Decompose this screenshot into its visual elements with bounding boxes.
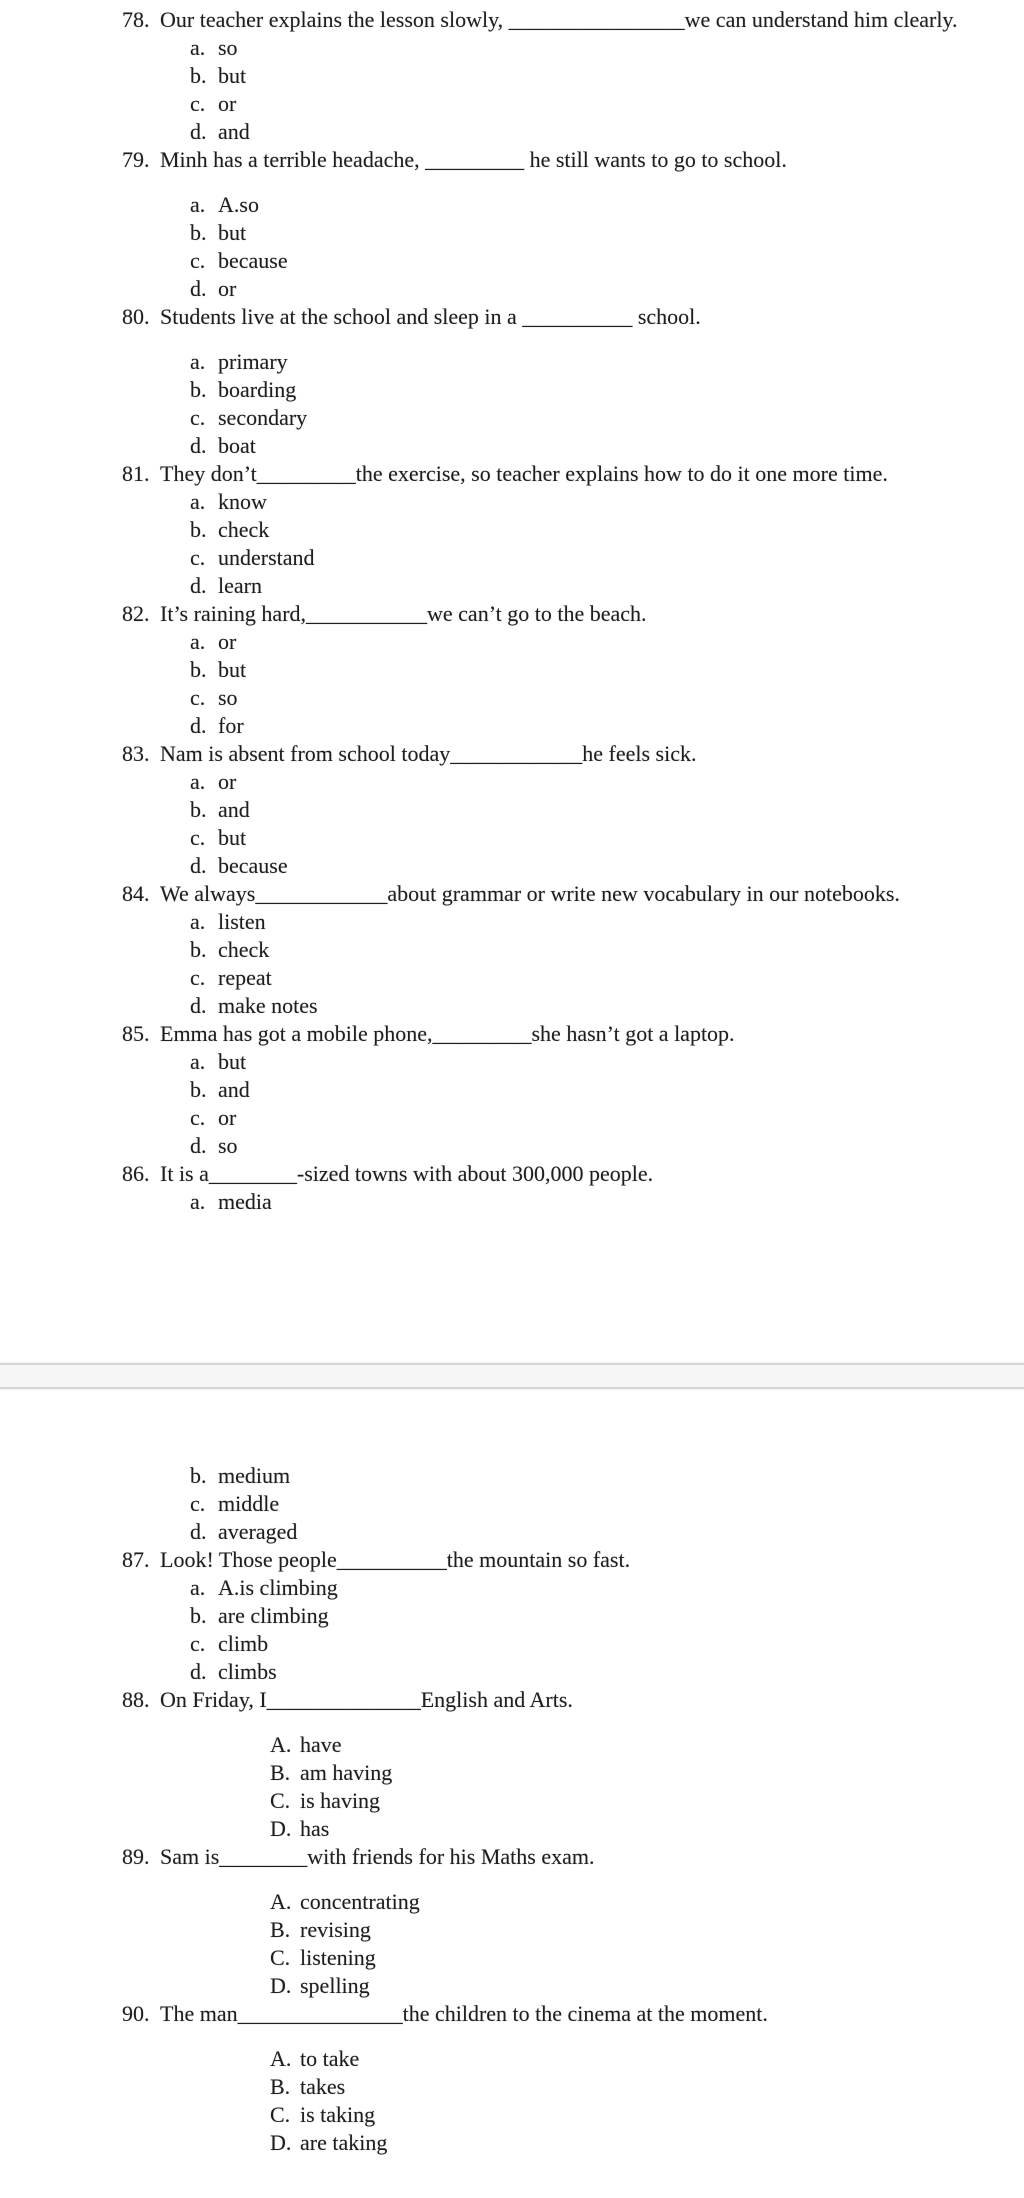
question-text: Students live at the school and sleep in a __________ school. — [160, 304, 701, 329]
option-text: is having — [300, 1788, 381, 1813]
option-line — [0, 219, 1024, 247]
option-letter: c. — [190, 1631, 206, 1656]
option-text: takes — [300, 2074, 346, 2099]
option-line — [0, 1602, 1024, 1630]
question-line — [0, 146, 1024, 174]
option-text: to take — [300, 2046, 360, 2071]
option-text: learn — [218, 573, 262, 598]
option-letter: C. — [270, 1945, 291, 1970]
option-letter: d. — [190, 433, 207, 458]
option-line — [0, 90, 1024, 118]
question-line — [0, 2000, 1024, 2028]
option-letter: d. — [190, 1659, 207, 1684]
option-letter: d. — [190, 1519, 207, 1544]
question-line — [0, 1546, 1024, 1574]
option-text: secondary — [218, 405, 308, 430]
question-line — [0, 880, 1024, 908]
option-letter: c. — [190, 1491, 206, 1516]
option-text: check — [218, 517, 270, 542]
option-text: are climbing — [218, 1603, 329, 1628]
question-line — [0, 1160, 1024, 1188]
option-letter: b. — [190, 1603, 207, 1628]
option-letter: b. — [190, 797, 207, 822]
option-letter: D. — [270, 2130, 292, 2155]
option-text: but — [218, 657, 247, 682]
option-letter: D. — [270, 1973, 292, 1998]
option-letter: c. — [190, 685, 206, 710]
question-number: 90. — [122, 2001, 150, 2026]
option-line — [0, 34, 1024, 62]
exam-page-1 — [0, 6, 1024, 1216]
option-letter: a. — [190, 35, 206, 60]
option-line — [0, 404, 1024, 432]
question-text: It is a________-sized towns with about 300,000 people. — [160, 1161, 654, 1186]
option-letter: a. — [190, 349, 206, 374]
option-text: have — [300, 1732, 342, 1757]
option-line — [0, 2073, 1024, 2101]
option-line — [0, 2129, 1024, 2157]
option-text: or — [218, 629, 237, 654]
question-line — [0, 1686, 1024, 1714]
question-text: Nam is absent from school today____________he feels sick. — [160, 741, 697, 766]
question-number: 83. — [122, 741, 150, 766]
option-line — [0, 1630, 1024, 1658]
option-text: spelling — [300, 1973, 370, 1998]
option-text: but — [218, 825, 247, 850]
option-letter: a. — [190, 769, 206, 794]
option-text: and — [218, 119, 250, 144]
option-line — [0, 2101, 1024, 2129]
question-text: We always____________about grammar or write new vocabulary in our notebooks. — [160, 881, 900, 906]
option-text: revising — [300, 1917, 371, 1942]
option-line — [0, 1787, 1024, 1815]
option-letter: a. — [190, 489, 206, 514]
option-letter: d. — [190, 119, 207, 144]
option-letter: c. — [190, 825, 206, 850]
option-text: understand — [218, 545, 315, 570]
question-line — [0, 740, 1024, 768]
option-text: climb — [218, 1631, 269, 1656]
option-letter: C. — [270, 2102, 291, 2127]
option-text: know — [218, 489, 267, 514]
option-line — [0, 1104, 1024, 1132]
option-text: so — [218, 35, 238, 60]
question-text: Sam is________with friends for his Maths exam. — [160, 1844, 595, 1869]
option-text: or — [218, 769, 237, 794]
option-text: boarding — [218, 377, 297, 402]
option-text: so — [218, 685, 238, 710]
option-text: A.so — [218, 192, 259, 217]
option-text: listen — [218, 909, 266, 934]
option-text: but — [218, 63, 247, 88]
option-text: because — [218, 248, 288, 273]
option-letter: b. — [190, 63, 207, 88]
option-text: climbs — [218, 1659, 277, 1684]
option-line — [0, 118, 1024, 146]
option-text: primary — [218, 349, 288, 374]
question-number: 86. — [122, 1161, 150, 1186]
option-line — [0, 572, 1024, 600]
option-letter: d. — [190, 853, 207, 878]
option-letter: a. — [190, 1575, 206, 1600]
option-letter: a. — [190, 192, 206, 217]
option-line — [0, 936, 1024, 964]
option-text: averaged — [218, 1519, 298, 1544]
option-letter: c. — [190, 91, 206, 116]
option-letter: a. — [190, 1049, 206, 1074]
question-text: Our teacher explains the lesson slowly, ________________we can understand him clearly. — [160, 7, 958, 32]
option-line — [0, 628, 1024, 656]
option-letter: d. — [190, 713, 207, 738]
option-line — [0, 1490, 1024, 1518]
option-line — [0, 488, 1024, 516]
option-letter: B. — [270, 1917, 291, 1942]
option-text: media — [218, 1189, 272, 1214]
exam-page-2 — [0, 1462, 1024, 2157]
option-line — [0, 1888, 1024, 1916]
option-text: am having — [300, 1760, 393, 1785]
option-text: or — [218, 1105, 237, 1130]
question-number: 79. — [122, 147, 150, 172]
option-line — [0, 1076, 1024, 1104]
option-letter: b. — [190, 1463, 207, 1488]
question-line — [0, 6, 1024, 34]
option-line — [0, 712, 1024, 740]
question-text: Look! Those people__________the mountain so fast. — [160, 1547, 631, 1572]
question-line — [0, 460, 1024, 488]
question-text: It’s raining hard,___________we can’t go to the beach. — [160, 601, 647, 626]
question-text: On Friday, I______________English and Arts. — [160, 1687, 573, 1712]
option-line — [0, 247, 1024, 275]
question-line — [0, 600, 1024, 628]
question-text: Emma has got a mobile phone,_________she hasn’t got a laptop. — [160, 1021, 735, 1046]
option-line — [0, 376, 1024, 404]
option-letter: c. — [190, 248, 206, 273]
option-line — [0, 1658, 1024, 1686]
option-letter: a. — [190, 1189, 206, 1214]
option-text: but — [218, 1049, 247, 1074]
question-number: 84. — [122, 881, 150, 906]
option-letter: B. — [270, 2074, 291, 2099]
option-text: so — [218, 1133, 238, 1158]
option-line — [0, 1815, 1024, 1843]
option-text: or — [218, 91, 237, 116]
option-letter: d. — [190, 993, 207, 1018]
question-line — [0, 303, 1024, 331]
question-text: They don’t_________the exercise, so teacher explains how to do it one more time. — [160, 461, 888, 486]
option-line — [0, 191, 1024, 219]
option-letter: d. — [190, 1133, 207, 1158]
option-line — [0, 908, 1024, 936]
option-line — [0, 544, 1024, 572]
question-number: 81. — [122, 461, 150, 486]
question-text: The man_______________the children to the cinema at the moment. — [160, 2001, 768, 2026]
option-line — [0, 684, 1024, 712]
option-line — [0, 1132, 1024, 1160]
option-line — [0, 656, 1024, 684]
option-line — [0, 1759, 1024, 1787]
option-text: medium — [218, 1463, 291, 1488]
option-line — [0, 432, 1024, 460]
option-line — [0, 1048, 1024, 1076]
option-letter: a. — [190, 909, 206, 934]
option-text: A.is climbing — [218, 1575, 338, 1600]
option-line — [0, 796, 1024, 824]
option-letter: c. — [190, 545, 206, 570]
option-line — [0, 1518, 1024, 1546]
option-letter: A. — [270, 1732, 292, 1757]
option-line — [0, 852, 1024, 880]
option-line — [0, 1972, 1024, 2000]
option-text: repeat — [218, 965, 272, 990]
option-letter: b. — [190, 220, 207, 245]
page-break-separator — [0, 1363, 1024, 1389]
option-line — [0, 348, 1024, 376]
option-letter: A. — [270, 2046, 292, 2071]
option-line — [0, 1916, 1024, 1944]
option-letter: B. — [270, 1760, 291, 1785]
option-text: because — [218, 853, 288, 878]
option-letter: c. — [190, 405, 206, 430]
question-number: 89. — [122, 1844, 150, 1869]
option-letter: b. — [190, 937, 207, 962]
option-text: make notes — [218, 993, 318, 1018]
option-line — [0, 824, 1024, 852]
question-number: 78. — [122, 7, 150, 32]
question-number: 82. — [122, 601, 150, 626]
option-line — [0, 964, 1024, 992]
option-text: check — [218, 937, 270, 962]
option-letter: b. — [190, 517, 207, 542]
option-line — [0, 516, 1024, 544]
option-line — [0, 1188, 1024, 1216]
option-letter: D. — [270, 1816, 292, 1841]
question-number: 87. — [122, 1547, 150, 1572]
option-letter: a. — [190, 629, 206, 654]
option-text: but — [218, 220, 247, 245]
question-line — [0, 1020, 1024, 1048]
option-line — [0, 275, 1024, 303]
option-letter: c. — [190, 965, 206, 990]
option-text: or — [218, 276, 237, 301]
option-line — [0, 1944, 1024, 1972]
option-line — [0, 992, 1024, 1020]
option-letter: A. — [270, 1889, 292, 1914]
option-text: is taking — [300, 2102, 376, 2127]
option-text: concentrating — [300, 1889, 420, 1914]
option-letter: C. — [270, 1788, 291, 1813]
question-number: 88. — [122, 1687, 150, 1712]
option-letter: b. — [190, 1077, 207, 1102]
option-line — [0, 768, 1024, 796]
option-line — [0, 1731, 1024, 1759]
option-text: for — [218, 713, 244, 738]
option-line — [0, 1574, 1024, 1602]
option-letter: b. — [190, 377, 207, 402]
option-line — [0, 2045, 1024, 2073]
question-line — [0, 1843, 1024, 1871]
option-letter: d. — [190, 573, 207, 598]
option-letter: b. — [190, 657, 207, 682]
option-text: and — [218, 1077, 250, 1102]
option-text: middle — [218, 1491, 280, 1516]
option-text: listening — [300, 1945, 376, 1970]
question-number: 85. — [122, 1021, 150, 1046]
option-line — [0, 62, 1024, 90]
option-letter: d. — [190, 276, 207, 301]
option-letter: c. — [190, 1105, 206, 1130]
option-line — [0, 1462, 1024, 1490]
question-number: 80. — [122, 304, 150, 329]
option-text: and — [218, 797, 250, 822]
question-text: Minh has a terrible headache, _________ he still wants to go to school. — [160, 147, 787, 172]
option-text: boat — [218, 433, 256, 458]
option-text: has — [300, 1816, 330, 1841]
option-text: are taking — [300, 2130, 388, 2155]
